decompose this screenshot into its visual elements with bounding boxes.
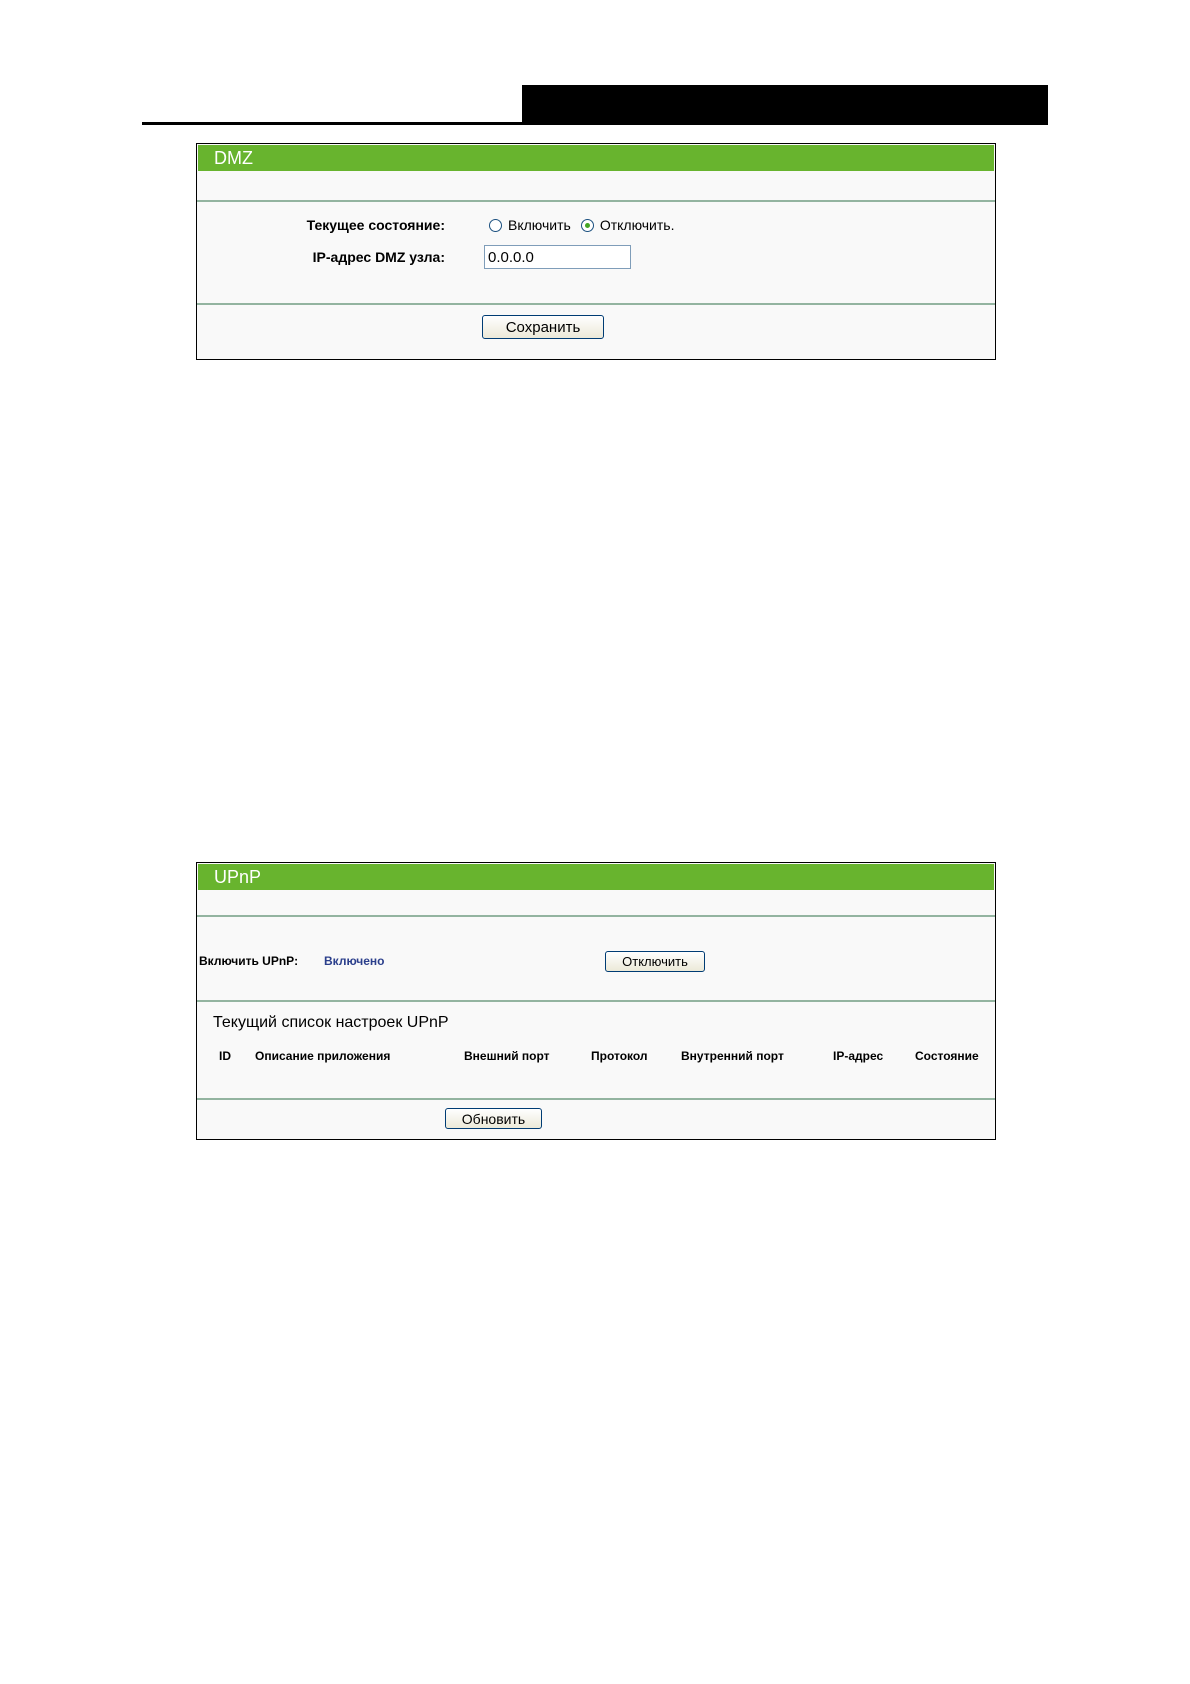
upnp-list-title: Текущий список настроек UPnP <box>213 1014 449 1031</box>
column-header-description: Описание приложения <box>255 1049 391 1063</box>
save-button[interactable]: Сохранить <box>482 315 604 339</box>
dmz-panel <box>196 143 996 360</box>
dmz-panel-title: DMZ <box>198 145 994 171</box>
dmz-enable-radio[interactable] <box>489 219 502 232</box>
divider <box>197 303 995 305</box>
divider <box>197 1098 995 1100</box>
upnp-disable-button[interactable]: Отключить <box>605 951 705 972</box>
column-header-protocol: Протокол <box>591 1049 648 1063</box>
column-header-ip-address: IP-адрес <box>833 1049 884 1063</box>
dmz-ip-label: IP-адрес DMZ узла: <box>312 249 445 265</box>
column-header-id: ID <box>219 1049 231 1063</box>
dmz-status-label: Текущее состояние: <box>306 217 445 233</box>
page-header-bar <box>522 85 1048 125</box>
page-header-rule <box>142 122 1048 125</box>
column-header-external-port: Внешний порт <box>464 1049 550 1063</box>
dmz-status-radio-group <box>489 217 684 233</box>
divider <box>197 1000 995 1002</box>
dmz-enable-label: Включить <box>508 217 571 233</box>
dmz-disable-label: Отключить. <box>599 217 675 233</box>
column-header-status: Состояние <box>915 1049 979 1063</box>
dmz-disable-radio[interactable] <box>581 219 594 232</box>
divider <box>197 915 995 917</box>
column-header-internal-port: Внутренний порт <box>681 1049 784 1063</box>
upnp-enable-label: Включить UPnP: <box>199 954 299 968</box>
refresh-button[interactable]: Обновить <box>445 1108 542 1129</box>
divider <box>197 200 995 202</box>
dmz-ip-input[interactable] <box>484 245 631 269</box>
upnp-panel-title: UPnP <box>198 864 994 890</box>
upnp-status-value: Включено <box>324 954 385 968</box>
upnp-panel <box>196 862 996 1140</box>
